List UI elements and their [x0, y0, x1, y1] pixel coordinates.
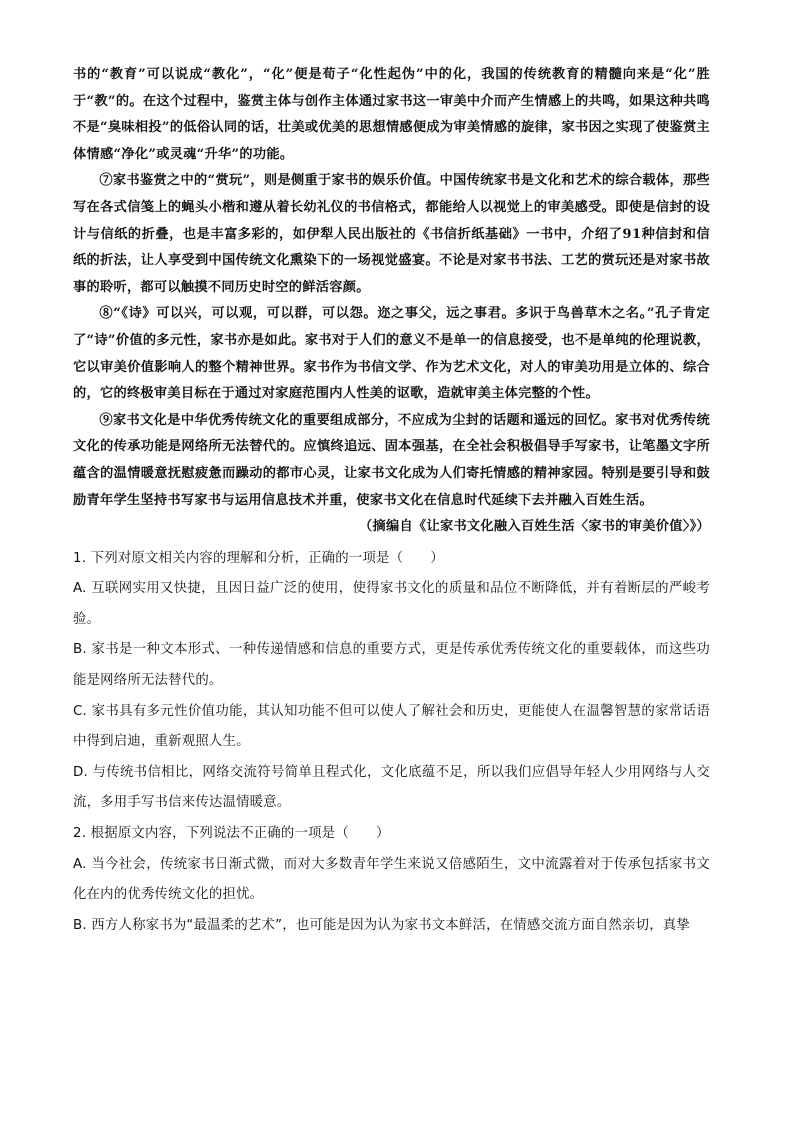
question-1-option-c: C. 家书具有多元性价值功能，其认知功能不但可以使人了解社会和历史，更能使人在温馨智慧的家常话语中得到启迪，重新观照人生。	[73, 703, 710, 750]
passage-paragraph-continued: 书的“教育”可以说成“教化”，“化”便是荀子“化性起伪”中的化，我国的传统教育的精髓向来是“化”胜于“教”的。在这个过程中，鉴赏主体与创作主体通过家书这一审美中介而产生情感上的共鸣，如果这种共鸣不是“臭味相投”的低俗认同的话，壮美或优美的思想情感便成为审美情感的旋律，家书因之实现了使鉴赏主体情感“净化”或灵魂“升华”的功能。	[73, 67, 710, 162]
passage-paragraph-9: ⑨家书文化是中华优秀传统文化的重要组成部分，不应成为尘封的话题和遥远的回忆。家书对优秀传统文化的传承功能是网络所无法替代的。应慎终追远、固本强基，在全社会积极倡导手写家书，让笔墨文字所蕴含的温情暖意抚慰疲惫而躁动的都市心灵，让家书文化成为人们寄托情感的精神家园。特别是要引导和鼓励青年学生坚持书写家书与运用信息技术并重，使家书文化在信息时代延续下去并融入百姓生活。	[73, 412, 710, 508]
passage-source: （摘编自《让家书文化融入百姓生活〈家书的审美价值〉》）	[359, 519, 710, 535]
question-1-option-a: A. 互联网实用又快捷，且因日益广泛的使用，使得家书文化的质量和品位不断降低，并有着断层的严峻考验。	[73, 581, 710, 627]
question-1-option-d: D. 与传统书信相比，网络交流符号简单且程式化，文化底蕴不足，所以我们应倡导年轻人少用网络与人交流，多用手写书信来传达温情暖意。	[73, 764, 710, 811]
passage-paragraph-7: ⑦家书鉴赏之中的“赏玩”，则是侧重于家书的娱乐价值。中国传统家书是文化和艺术的综合载体，那些写在各式信笺上的蝇头小楷和遵从着长幼礼仪的书信格式，都能给人以视觉上的审美感受。即使是信封的设计与信纸的折叠，也是丰富多彩的，如伊犁人民出版社的《书信折纸基础》一书中，介绍了91种信封和信纸的折法，让人享受到中国传统文化熏染下的一场视觉盛宴。不论是对家书书法、工艺的赏玩还是对家书故事的聆听，都可以触摸不同历史时空的鲜活容颜。	[73, 173, 710, 295]
passage-paragraph-8: ⑧“《诗》可以兴，可以观，可以群，可以怨。迩之事父，远之事君。多识于鸟兽草木之名。”孔子肯定了“诗”价值的多元性，家书亦是如此。家书对于人们的意义不是单一的信息接受，也不是单纯的伦理说教，它以审美价值影响人的整个精神世界。家书作为书信文学、作为艺术文化，对人的审美功用是立体的、综合的，它的终极审美目标在于通过对家庭范围内人性美的讴歌，造就审美主体完整的个性。	[73, 306, 710, 402]
question-1-stem: 1. 下列对原文相关内容的理解和分析，正确的一项是（ ）	[73, 550, 444, 566]
question-section	[73, 544, 710, 942]
question-2-option-a: A. 当今社会，传统家书日渐式微，而对大多数青年学生来说又倍感陌生，文中流露着对于传承包括家书文化在内的优秀传统文化的担忧。	[73, 856, 710, 903]
question-2-option-b: B. 西方人称家书为“最温柔的艺术”，也可能是因为认为家书文本鲜活，在情感交流方面自然亲切，真挚	[73, 917, 690, 933]
question-2-stem: 2. 根据原文内容，下列说法不正确的一项是（ ）	[73, 826, 390, 842]
question-1-option-b: B. 家书是一种文本形式、一种传递情感和信息的重要方式，更是传承优秀传统文化的重要载体，而这些功能是网络所无法替代的。	[73, 642, 710, 689]
passage	[73, 62, 710, 541]
